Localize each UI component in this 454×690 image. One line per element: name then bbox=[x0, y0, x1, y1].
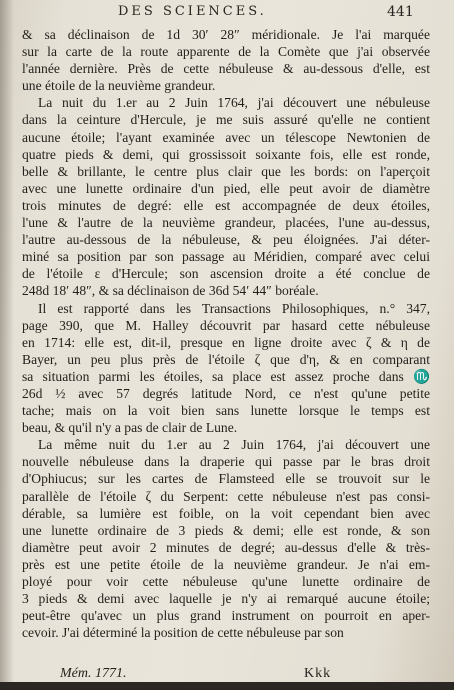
text-line: dérable, sa lumière est foible, on la voit cependant bien avec bbox=[22, 505, 430, 521]
text-line: 248d 18′ 48″, & sa déclinaison de 36d 54′ 44″ boréale. bbox=[22, 283, 319, 299]
text-line: aucune étoile; l'ayant examinée avec un télescope Newtonien de bbox=[22, 129, 430, 145]
text-line: avec une lunette ordinaire d'un pied, elle peut avoir de diamètre bbox=[22, 180, 430, 196]
text-line: belle & brillante, le centre plus clair que les bords: on l'aperçoit bbox=[22, 163, 430, 179]
text-line: l'autre au-dessous de la nébuleuse, & peu éloignées. J'ai déter- bbox=[22, 232, 430, 248]
running-title: DES SCIENCES. bbox=[118, 4, 267, 19]
text-line: une lunette ordinaire de 3 pieds & demi; elle est ronde, & son bbox=[22, 522, 430, 538]
text-line: quatre pieds & demi, qui grossissoit soixante fois, elle est ronde, bbox=[22, 146, 430, 162]
footer-volume-note: Mém. 1771. bbox=[60, 666, 127, 681]
text-line: miné sa position par son passage au Méridien, comparé avec celui bbox=[22, 249, 430, 265]
text-line: 3 pieds & demi avec laquelle je n'y ai remarqué aucune étoile; bbox=[22, 591, 430, 607]
text-line: Il est rapporté dans les Transactions Philosophiques, n.° 347, bbox=[38, 300, 430, 316]
text-line: La nuit du 1.er au 2 Juin 1764, j'ai découvert une nébuleuse bbox=[38, 95, 430, 111]
text-line: l'une & l'autre de la neuvième grandeur, placées, l'une au-dessus, bbox=[22, 215, 430, 231]
text-line: d'Ophiucus; sur les cartes de Flamsteed elle se trouvoit sur le bbox=[22, 471, 430, 487]
text-line: Bayer, un peu plus près de l'étoile ζ que d'η, & en comparant bbox=[22, 351, 430, 367]
text-line: beau, & qu'il n'y a pas de clair de Lune. bbox=[22, 420, 238, 436]
paragraph bbox=[22, 436, 430, 641]
text-line: nouvelle nébuleuse dans la draperie qui passe par le bras droit bbox=[22, 454, 430, 470]
text-line: cevoir. J'ai déterminé la position de cette nébuleuse par son bbox=[22, 625, 344, 641]
body-text bbox=[22, 26, 430, 641]
text-line: & sa déclinaison de 1d 30′ 28″ méridionale. Je l'ai marquée bbox=[22, 27, 430, 42]
text-line: sur la carte de la route apparente de la Comète que j'ai observée bbox=[22, 44, 430, 60]
text-line: l'année dernière. Près de cette nébuleuse & au-dessous d'elle, est bbox=[22, 61, 430, 77]
text-line: peut-être qu'avec un plus grand instrument on pourroit en aper- bbox=[22, 608, 430, 624]
page-number: 441 bbox=[387, 4, 414, 20]
text-line: près est une petite étoile de la neuvième grandeur. Je n'ai em- bbox=[22, 556, 430, 572]
text-line: parallèle de l'étoile ζ du Serpent: cette nébuleuse n'est pas consi- bbox=[22, 488, 430, 504]
text-line: page 390, que M. Halley découvrit par hasard cette nébuleuse bbox=[22, 317, 430, 333]
paragraph bbox=[22, 26, 430, 94]
text-line: ployé pour voir cette nébuleuse qu'une lunette ordinaire de bbox=[22, 574, 430, 589]
text-line: diamètre peut avoir 2 minutes de degré; au-dessus d'elle & très- bbox=[22, 539, 430, 555]
text-line: une étoile de la neuvième grandeur. bbox=[22, 78, 216, 94]
paragraph bbox=[22, 94, 430, 299]
text-line: 26d ½ avec 57 degrés latitude Nord, ce n'est qu'une petite bbox=[22, 385, 430, 401]
text-line: de l'étoile ε d'Hercule; son ascension droite a été conclue de bbox=[22, 266, 430, 282]
text-line: en 1714: elle est, dit-il, presque en ligne droite avec ζ & η de bbox=[22, 334, 430, 350]
text-line: trois minutes de degré: elle est accompagnée de deux étoiles, bbox=[22, 197, 430, 213]
running-head bbox=[0, 4, 454, 22]
page-footer bbox=[0, 666, 454, 684]
text-line: tache; mais on la voit bien sans lunette lorsque le temps est bbox=[22, 403, 430, 419]
text-line: dans la ceinture d'Hercule, je me suis assuré qu'elle ne contient bbox=[22, 112, 430, 128]
paragraph bbox=[22, 300, 430, 437]
text-line: La même nuit du 1.er au 2 Juin 1764, j'ai découvert une bbox=[38, 437, 430, 453]
text-line: sa situation parmi les étoiles, sa place est assez proche dans ♏ bbox=[22, 368, 430, 384]
footer-signature-mark: Kkk bbox=[304, 666, 332, 681]
